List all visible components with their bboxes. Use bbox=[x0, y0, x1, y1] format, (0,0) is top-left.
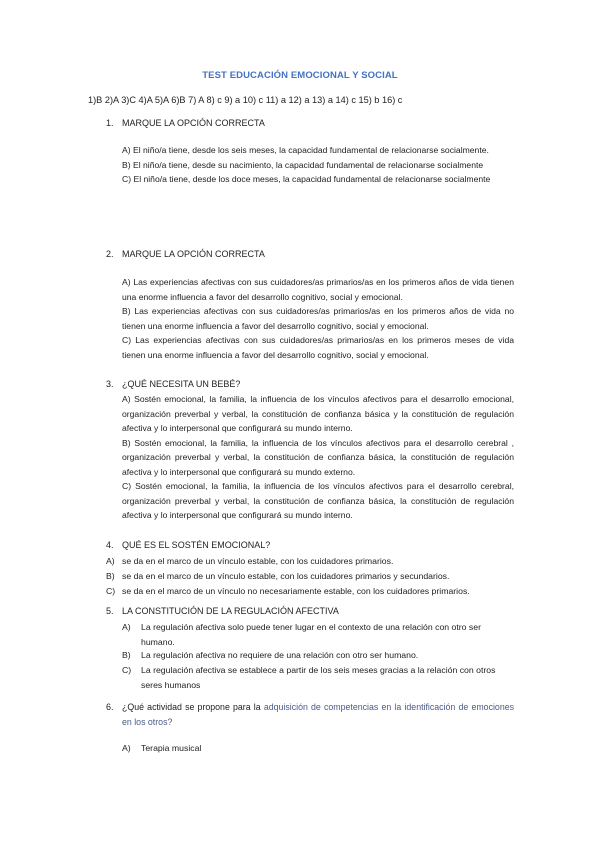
question-3-heading: ¿QUÉ NECESITA UN BEBÉ? bbox=[122, 379, 241, 389]
question-5-option-b-letter: B) bbox=[122, 650, 131, 660]
question-3-option-c: C) Sostén emocional, la familia, la influencia de los vínculos afectivos para el desarrollo cerebral, organización preverbal y verbal, la constitución de confianza básica, la constitución de regulación afectiva y lo interpersonal que configurará su mundo interno. bbox=[122, 481, 514, 520]
question-6-option-a-letter: A) bbox=[122, 743, 131, 753]
question-1-number: 1. bbox=[106, 118, 114, 128]
question-6-number: 6. bbox=[106, 702, 114, 712]
question-6-heading-part2: adquisición de competencias en la identificación de emociones en los otros? bbox=[122, 702, 514, 727]
question-2-option-a: A) Las experiencias afectivas con sus cuidadores/as primarios/as en los primeros años de vida tienen una enorme influencia a favor del desarrollo cognitivo, social y emocional. bbox=[122, 277, 514, 302]
question-5-option-a-letter: A) bbox=[122, 622, 131, 632]
question-5-heading: LA CONSTITUCIÓN DE LA REGULACIÓN AFECTIVA bbox=[122, 606, 339, 616]
question-2-heading: MARQUE LA OPCIÓN CORRECTA bbox=[122, 249, 265, 259]
question-6-heading bbox=[122, 700, 514, 729]
question-1-option-c: C) El niño/a tiene, desde los doce meses, la capacidad fundamental de relacionarse socialmente bbox=[122, 174, 491, 184]
question-2-option-c: C) Las experiencias afectivas con sus cuidadores/as primarios/as en los primeros meses de vida tienen una enorme influencia a favor del desarrollo cognitivo, social y emocional. bbox=[122, 335, 514, 360]
question-5-option-b-text: La regulación afectiva no requiere de una relación con otro ser humano. bbox=[141, 650, 419, 660]
question-4-heading: QUÉ ES EL SOSTÉN EMOCIONAL? bbox=[122, 540, 271, 550]
question-1-options bbox=[122, 143, 514, 187]
question-3-option-a: A) Sostén emocional, la familia, la influencia de los vínculos afectivos para el desarrollo emocional, organización preverbal y verbal, la constitución de confianza básica y la constitución de regulación afectiva y lo interpersonal que configurará su mundo interno. bbox=[122, 394, 514, 433]
question-3-number: 3. bbox=[106, 379, 114, 389]
question-5-number: 5. bbox=[106, 606, 114, 616]
question-3-options bbox=[122, 392, 514, 523]
question-5-option-c-text: La regulación afectiva se establece a partir de los seis meses gracias a la relación con otros seres humanos bbox=[141, 665, 496, 690]
question-4-number: 4. bbox=[106, 540, 114, 550]
question-4-option-b-letter: B) bbox=[106, 571, 115, 581]
question-5-option-a-text: La regulación afectiva solo puede tener lugar en el contexto de una relación con otro ser humano. bbox=[141, 622, 482, 647]
answer-key: 1)B 2)A 3)C 4)A 5)A 6)B 7) A 8) c 9) a 10) c 11) a 12) a 13) a 14) c 15) b 16) c bbox=[88, 95, 403, 105]
question-5-option-c-letter: C) bbox=[122, 665, 132, 675]
question-4-option-a-text: se da en el marco de un vínculo estable, con los cuidadores primarios. bbox=[122, 556, 394, 566]
question-2-number: 2. bbox=[106, 249, 114, 259]
document-title: TEST EDUCACIÓN EMOCIONAL Y SOCIAL bbox=[202, 70, 398, 81]
question-2-options bbox=[122, 275, 514, 362]
question-3-option-b: B) Sostén emocional, la familia, la influencia de los vínculos afectivos para el desarrollo cerebral , organización preverbal y verbal, la constitución de confianza básica, la constitución de regulación afectiva y lo interpersonal que configurará su mundo externo. bbox=[122, 437, 514, 477]
question-1-option-a: A) El niño/a tiene, desde los seis meses, la capacidad fundamental de relacionarse socialmente. bbox=[122, 145, 489, 155]
question-2-option-b: B) Las experiencias afectivas con sus cuidadores/as primarios/as en los primeros años de vida no tienen una enorme influencia a favor del desarrollo cognitivo, social y emocional. bbox=[122, 306, 514, 331]
question-6-option-a-text: Terapia musical bbox=[141, 743, 202, 753]
question-4-option-b-text: se da en el marco de un vínculo estable, con los cuidadores primarios y secundarios. bbox=[122, 571, 450, 581]
question-1-option-b: B) El niño/a tiene, desde su nacimiento, la capacidad fundamental de relacionarse socialmente bbox=[122, 159, 484, 170]
question-4-option-a-letter: A) bbox=[106, 556, 115, 566]
question-1-heading: MARQUE LA OPCIÓN CORRECTA bbox=[122, 118, 265, 128]
question-6-heading-part1: ¿Qué actividad se propone para la bbox=[122, 702, 264, 712]
question-4-option-c-letter: C) bbox=[106, 586, 116, 596]
question-4-option-c-text: se da en el marco de un vínculo no necesariamente estable, con los cuidadores primarios. bbox=[122, 586, 470, 596]
